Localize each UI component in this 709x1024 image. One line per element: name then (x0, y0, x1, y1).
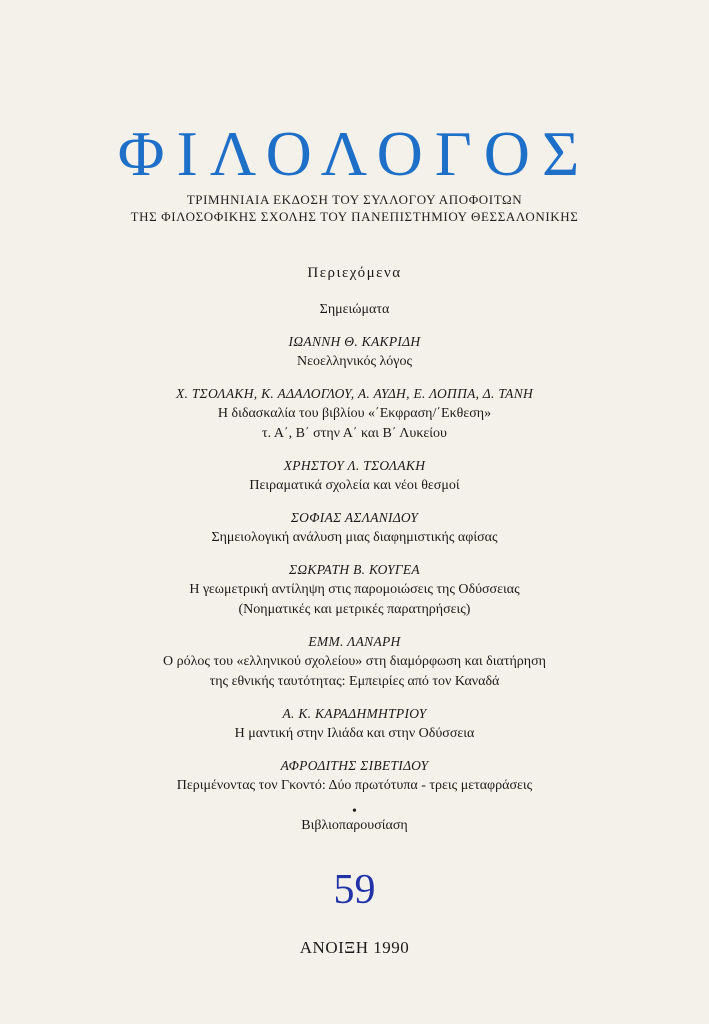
toc-title: Η διδασκαλία του βιβλίου «΄Εκφραση/΄Εκθεση» (217, 406, 492, 421)
toc-author: ΑΦΡΟΔΙΤΗΣ ΣΙΒΕΤΙΔΟΥ (280, 758, 429, 773)
toc-author: Α. Κ. ΚΑΡΑΔΗΜΗΤΡΙΟΥ (282, 706, 427, 721)
table-of-contents (0, 300, 709, 836)
separator-dot: • (352, 804, 357, 819)
toc-title: Νεοελληνικός λόγος (296, 354, 413, 369)
toc-title: Πειραματικά σχολεία και νέοι θεσμοί (249, 478, 460, 493)
toc-author: ΧΡΗΣΤΟΥ Λ. ΤΣΟΛΑΚΗ (283, 458, 426, 473)
toc-title: (Νοηματικές και μετρικές παρατηρήσεις) (238, 602, 471, 617)
toc-author: ΣΩΚΡΑΤΗ Β. ΚΟΥΓΕΑ (289, 562, 420, 577)
toc-title: Σημειολογική ανάλυση μιας διαφημιστικής αφίσας (211, 530, 498, 545)
contents-heading: Περιεχόμενα (307, 265, 402, 281)
issue-season: ΑΝΟΙΞΗ 1990 (299, 938, 410, 957)
toc-entry (0, 756, 709, 796)
journal-subtitle-line1: ΤΡΙΜΗΝΙΑΙΑ ΕΚΔΟΣΗ ΤΟΥ ΣΥΛΛΟΓΟΥ ΑΠΟΦΟΙΤΩΝ (186, 192, 523, 207)
issue-number: 59 (333, 867, 376, 913)
toc-entry (0, 632, 709, 692)
toc-section-notes (0, 300, 709, 320)
toc-author: Χ. ΤΣΟΛΑΚΗ, Κ. ΑΔΑΛΟΓΛΟΥ, Α. ΑΥΔΗ, Ε. ΛΟΠΠΑ, Δ. ΤΑΝΗ (175, 386, 534, 401)
toc-entry (0, 704, 709, 744)
journal-title: ΦΙΛΟΛΟΓΟΣ (117, 118, 592, 189)
toc-title: τ. Α΄, Β΄ στην Α΄ και Β΄ Λυκείου (262, 426, 447, 441)
toc-author: ΙΩΑΝΝΗ Θ. ΚΑΚΡΙΔΗ (288, 334, 421, 349)
section-books-label: Βιβλιοπαρουσίαση (301, 818, 408, 833)
toc-title: Η μαντική στην Ιλιάδα και στην Οδύσσεια (234, 726, 475, 741)
section-notes-label: Σημειώματα (319, 302, 390, 317)
toc-entry (0, 332, 709, 372)
toc-entry (0, 456, 709, 496)
toc-entry (0, 560, 709, 620)
toc-entry (0, 508, 709, 548)
journal-subtitle-line2: ΤΗΣ ΦΙΛΟΣΟΦΙΚΗΣ ΣΧΟΛΗΣ ΤΟΥ ΠΑΝΕΠΙΣΤΗΜΙΟΥ ΘΕΣΣΑΛΟΝΙΚΗΣ (130, 209, 579, 224)
toc-title: Ο ρόλος του «ελληνικού σχολείου» στη διαμόρφωση και διατήρηση (163, 654, 546, 669)
toc-author: ΕΜΜ. ΛΑΝΑΡΗ (308, 634, 401, 649)
toc-section-books (0, 804, 709, 836)
toc-title: Η γεωμετρική αντίληψη στις παρομοιώσεις της Οδύσσειας (189, 582, 520, 597)
toc-title: της εθνικής ταυτότητας: Εμπειρίες από τον Καναδά (209, 674, 500, 689)
toc-entry (0, 384, 709, 444)
toc-title: Περιμένοντας τον Γκοντό: Δύο πρωτότυπα - τρεις μεταφράσεις (176, 778, 533, 793)
toc-author: ΣΟΦΙΑΣ ΑΣΛΑΝΙΔΟΥ (290, 510, 419, 525)
